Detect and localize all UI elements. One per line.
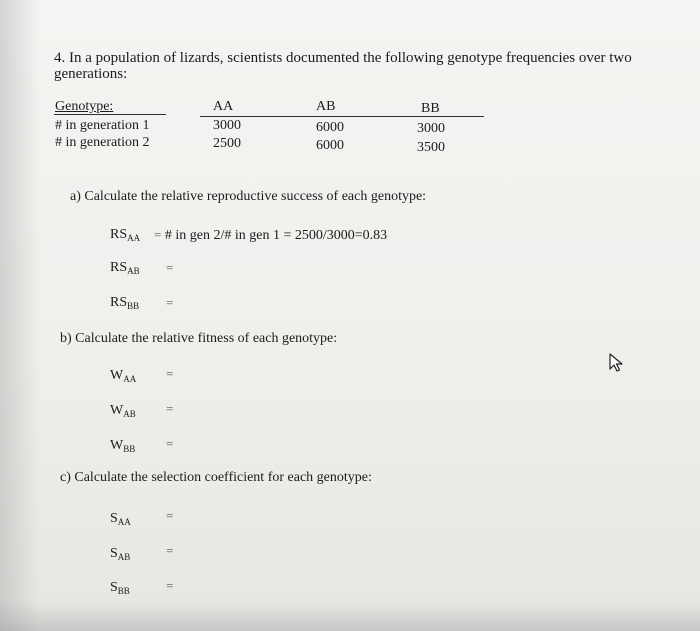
rs-aa-row <box>110 227 140 243</box>
w-aa-equals <box>166 366 173 383</box>
equals-sign: = <box>166 543 174 558</box>
rs-aa-symbol: RS <box>110 227 128 242</box>
rs-aa-answer-row <box>154 227 387 244</box>
rs-ab-subscript: AB <box>127 266 140 276</box>
rs-aa-answer: # in gen 2/# in gen 1 = 2500/3000=0.83 <box>164 228 388 243</box>
table-cell: 6000 <box>316 120 344 135</box>
s-aa-equals <box>166 508 173 525</box>
w-aa-subscript: AA <box>123 374 137 384</box>
question-title-line2: generations: <box>54 66 128 82</box>
rs-ab-symbol: RS <box>110 260 128 275</box>
part-a-prompt: a) Calculate the relative reproductive success of each genotype: <box>70 189 427 204</box>
part-c-prompt: c) Calculate the selection coefficient for each genotype: <box>60 470 372 485</box>
w-bb-row <box>110 438 135 454</box>
part-b-prompt: b) Calculate the relative fitness of each genotype: <box>60 331 338 346</box>
equals-sign: = <box>166 508 174 523</box>
w-ab-equals <box>166 401 173 418</box>
w-ab-row <box>110 403 136 419</box>
w-aa-row <box>110 368 136 384</box>
equals-sign: = <box>166 260 174 275</box>
equals-sign: = <box>166 401 174 416</box>
w-bb-symbol: W <box>110 438 124 453</box>
w-aa-symbol: W <box>110 368 124 383</box>
equals-sign: = <box>154 227 162 242</box>
s-aa-subscript: AA <box>117 517 131 527</box>
page-shadow-bottom <box>0 601 700 631</box>
rs-bb-subscript: BB <box>127 301 140 311</box>
table-cell: 3500 <box>417 140 445 155</box>
question-title-line1: 4. In a population of lizards, scientists documented the following genotype frequencies over two <box>54 50 632 66</box>
w-ab-subscript: AB <box>123 409 136 419</box>
equals-sign: = <box>166 366 174 381</box>
table-cell: 3000 <box>417 121 445 136</box>
table-header-ab: AB <box>316 99 336 114</box>
w-ab-symbol: W <box>110 403 124 418</box>
table-header-rule <box>200 116 484 117</box>
page-shadow-left <box>0 0 40 631</box>
s-bb-symbol: S <box>110 580 118 595</box>
s-bb-subscript: BB <box>117 586 130 596</box>
s-ab-symbol: S <box>110 546 118 561</box>
table-row-label: # in generation 1 <box>55 118 150 133</box>
rs-ab-equals <box>166 260 173 277</box>
table-row-label: # in generation 2 <box>55 135 150 150</box>
table-header-underline <box>54 114 166 115</box>
rs-aa-subscript: AA <box>127 233 141 243</box>
table-cell: 3000 <box>213 118 241 133</box>
rs-bb-equals <box>166 295 173 312</box>
s-bb-row <box>110 580 130 596</box>
rs-ab-row <box>110 260 140 276</box>
equals-sign: = <box>166 578 174 593</box>
s-ab-subscript: AB <box>117 552 131 562</box>
rs-bb-row <box>110 295 139 311</box>
equals-sign: = <box>166 436 174 451</box>
w-bb-equals <box>166 436 173 453</box>
s-aa-row <box>110 511 131 527</box>
equals-sign: = <box>166 295 174 310</box>
table-header-aa: AA <box>213 99 234 114</box>
table-cell: 2500 <box>213 136 241 151</box>
rs-bb-symbol: RS <box>110 295 128 310</box>
s-ab-row <box>110 546 130 562</box>
table-cell: 6000 <box>316 138 344 153</box>
mouse-pointer-icon <box>609 353 625 378</box>
s-bb-equals <box>166 578 173 595</box>
table-header-label: Genotype: <box>55 99 114 114</box>
s-aa-symbol: S <box>110 511 118 526</box>
s-ab-equals <box>166 543 173 560</box>
table-header-bb: BB <box>421 101 440 116</box>
w-bb-subscript: BB <box>123 444 136 454</box>
